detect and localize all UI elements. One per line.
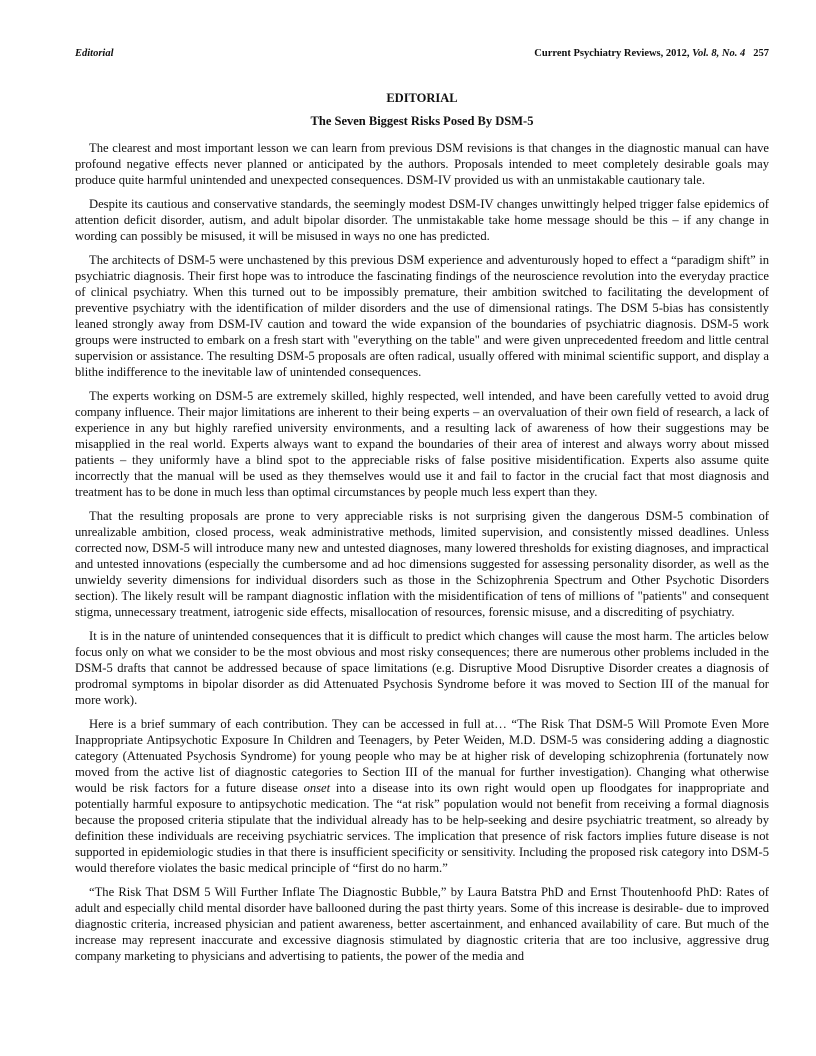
paragraph-text: Here is a brief summary of each contribution. They can be accessed in full at… “The Risk That DSM-5 Will Promote Even More Inappropriate Antipsychotic Exposure In Children and Teenagers, by Peter Weiden, M.D. DSM-5 was considering adding a diagnostic category (Attenuated Psychosis Syndrome) for young people who may be at higher risk of developing schizophrenia (fortunately now moved from the active list of diagnostic categories to Section III of the manual for further investigation). Changing what otherwise would be risk factors for a future disease [75, 717, 769, 795]
paragraph-text: into a disease into its own right would open up floodgates for inappropriate and potentially harmful exposure to antipsychotic medication. The “at risk” population would not benefit from receiving a formal diagnosis because the proposed criteria stipulate that the individual already has to be help-seeking and desire psychiatric treatment, so already by definition these individuals are receiving psychiatric services. The implication that presence of risk factors implies future disease is not supported in epidemiologic studies in that there is insufficient specificity or sensitivity. Including the proposed risk category into DSM-5 would therefore violates the basic medical principle of “first do no harm.” [75, 781, 769, 875]
paragraph: The clearest and most important lesson we can learn from previous DSM revisions is that changes in the diagnostic manual can have profound negative effects never planned or anticipated by the authors. Proposals intended to meet completely desirable goals may produce quite harmful unintended and unexpected consequences. DSM-IV provided us with an unmistakable cautionary tale. [75, 141, 769, 187]
paragraph [75, 716, 769, 876]
article-title: The Seven Biggest Risks Posed By DSM-5 [310, 114, 534, 128]
section-label: EDITORIAL [386, 91, 458, 105]
paragraph: The experts working on DSM-5 are extremely skilled, highly respected, well intended, and have been carefully vetted to avoid drug company influence. Their major limitations are inherent to their being experts – an overvaluation of their own field of research, a lack of experience in any but highly rarefied university environments, and a resulting lack of awareness of how their suggestions may be misapplied in the real world. Experts always want to expand the boundaries of their area of interest and always worry about missed patients – they uniformly have a blind spot to the appreciable risks of false positive misidentification. Experts also assume quite incorrectly that the manual will be used as they themselves would use it and fail to factor in the crucial fact that most diagnosis and treatment has to be done in much less than optimal circumstances by people much less expert than they. [75, 389, 769, 499]
paragraph: It is in the nature of unintended consequences that it is difficult to predict which changes will cause the most harm. The articles below focus only on what we consider to be the most obvious and most risky consequences; there are numerous other problems included in the DSM-5 drafts that cannot be addressed because of space limitations (e.g. Disruptive Mood Disruptive Disorder creates a diagnosis of prodromal symptoms in bipolar disorder as did Attenuated Psychosis Syndrome before it was moved to Section III of the manual for more work). [75, 629, 769, 707]
paragraph: Despite its cautious and conservative standards, the seemingly modest DSM-IV changes unwittingly helped trigger false epidemics of attention deficit disorder, autism, and adult bipolar disorder. The unmistakable take home message should be this – if any change in wording can possibly be misused, it will be misused in ways no one has predicted. [75, 197, 769, 243]
page-number: 257 [753, 48, 769, 59]
article-body [75, 140, 769, 972]
journal-name: Current Psychiatry Reviews, [534, 48, 664, 59]
paragraph: That the resulting proposals are prone to very appreciable risks is not surprising given the dangerous DSM-5 combination of unrealizable ambition, closed process, weak administrative methods, limited supervision, and consistently missed deadlines. Unless corrected now, DSM-5 will introduce many new and untested diagnoses, many lowered thresholds for existing diagnoses, and impractical and untested innovations (especially the cumbersome and ad hoc dimensions suggested for assessing personality disorder, as well as the unwieldy severity dimensions for individual disorders such as those in the Schizophrenia Spectrum and Other Psychotic Disorders section). The likely result will be rampant diagnostic inflation with the misidentification of tens of millions of "patients" and consequent stigma, unnecessary treatment, iatrogenic side effects, misallocation of resources, forensic misuse, and a discrediting of psychiatry. [75, 509, 769, 619]
running-head [75, 48, 769, 59]
journal-volume: Vol. 8, No. 4 [692, 48, 746, 59]
emphasis-text: onset [303, 781, 331, 795]
running-head-section: Editorial [75, 48, 114, 59]
paragraph: “The Risk That DSM 5 Will Further Inflate The Diagnostic Bubble,” by Laura Batstra PhD and Ernst Thoutenhoofd PhD: Rates of adult and especially child mental disorder have ballooned during the past thirty years. Some of this increase is desirable- due to improved diagnostic criteria, increased physician and patient awareness, better ascertainment, and enhanced availability of care. But much of the increase may represent inaccurate and excessive diagnosis stimulated by diagnostic criteria that are too inclusive, aggressive drug company marketing to physicians and advertising to patients, the power of the media and [75, 885, 769, 963]
paragraph: The architects of DSM-5 were unchastened by this previous DSM experience and adventurously hoped to effect a “paradigm shift” in psychiatric diagnosis. Their first hope was to introduce the fascinating findings of the neuroscience revolution into the everyday practice of clinical psychiatry. When this turned out to be impossibly premature, their ambition switched to facilitating the development of preventive psychiatry with the identification of milder disorders and the use of dimensional ratings. The DSM 5-bias has consistently leaned strongly away from DSM-IV caution and toward the wide expansion of the boundaries of psychiatric diagnosis. DSM-5 work groups were instructed to embark on a fresh start with "everything on the table" and were given unprecedented freedom and little central supervision or assistance. The resulting DSM-5 proposals are often radical, usually offered with minimal scientific support, and display a blithe indifference to the inevitable law of unintended consequences. [75, 253, 769, 379]
running-head-citation [534, 48, 769, 59]
journal-year: 2012, [663, 48, 693, 59]
